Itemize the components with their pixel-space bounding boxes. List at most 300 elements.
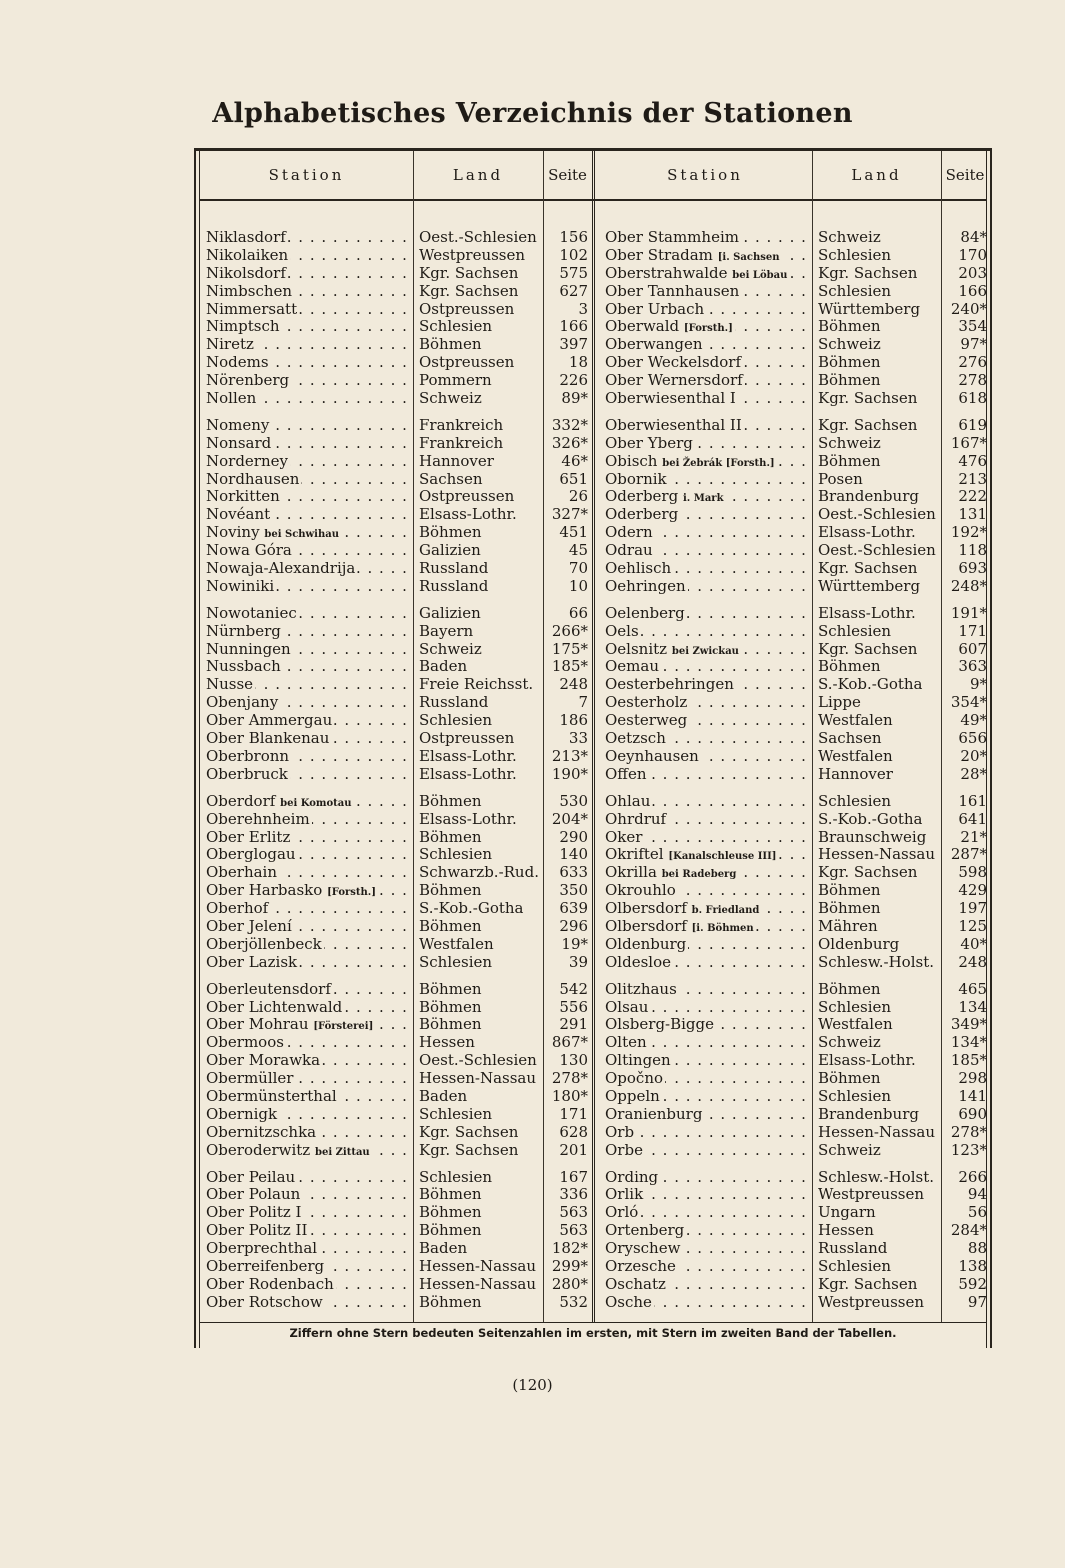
table-row [206,811,588,829]
land-cell: Böhmen [419,792,482,810]
page-cell: 278* [551,1069,588,1088]
page-cell: 89* [561,389,588,408]
page-cell: 166 [559,317,588,336]
station-cell [605,390,805,408]
table-row [605,390,987,408]
table-row [605,229,987,247]
page-cell: 690 [958,1104,987,1123]
station-name: Odern [605,524,653,542]
station-name: Novéant [206,506,271,524]
page-cell: 161 [958,791,987,810]
station-cell [605,730,805,748]
page-cell: 542 [559,979,588,998]
table-row [206,390,588,408]
land-cell: Frankreich [419,434,504,452]
station-qualifier: [Försterei] [313,1021,374,1033]
station-name: Nollen [206,390,257,408]
station-cell [206,864,406,882]
station-list-right [605,229,987,1312]
station-cell [605,748,805,766]
table-row [605,811,987,829]
page-cell: 26 [568,487,588,506]
station-cell [605,417,805,435]
station-cell [605,658,805,676]
land-cell: Russland [419,560,489,578]
table-row [206,229,588,247]
table-row [605,1016,987,1034]
header-station-right: Station [667,166,743,184]
station-cell [206,1276,406,1294]
land-cell: Hessen-Nassau [419,1275,537,1293]
station-cell [605,954,805,972]
page-cell: 563 [559,1221,588,1240]
page-cell: 641 [958,809,987,828]
table-row [206,1070,588,1088]
station-name: Ober Peilau [206,1168,296,1186]
station-name: Ober Erlitz [206,828,291,846]
table-row [605,864,987,882]
table-row [206,918,588,936]
table-row [605,1276,987,1294]
page-cell: 240* [950,299,987,318]
station-name: Ober Ammergau [206,712,333,730]
page-cell: 19* [561,934,588,953]
table-row [206,1222,588,1240]
land-cell: Westfalen [818,712,893,730]
page-cell: 190* [551,764,588,783]
land-cell: Kgr. Sachsen [818,416,918,434]
land-cell: Brandenburg [818,1105,919,1123]
land-cell: Ostpreussen [419,354,515,372]
table-row [206,766,588,784]
page-cell: 354* [950,693,987,712]
station-cell [605,578,805,596]
station-cell [206,488,406,506]
table-row [206,283,588,301]
station-cell [605,712,805,730]
land-cell: Hessen-Nassau [818,1123,936,1141]
station-cell [206,641,406,659]
station-name: Niretz [206,336,254,354]
land-cell: Böhmen [818,900,881,918]
land-cell: Schlesien [419,846,493,864]
station-cell [605,999,805,1017]
station-name: Oltingen [605,1052,671,1070]
station-name: Nürnberg [206,622,281,640]
table-row [206,435,588,453]
land-cell: Westfalen [818,1016,893,1034]
land-cell: Kgr. Sachsen [818,1275,918,1293]
land-cell: Sachsen [818,730,882,748]
table-row [206,1294,588,1312]
page-cell: 33 [568,729,588,748]
page-cell: 45 [568,541,588,560]
page-cell: 532 [559,1292,588,1311]
group-gap [206,784,588,793]
station-qualifier: [i. Sachsen [717,251,780,263]
page-cell: 598 [958,863,987,882]
land-cell: Schweiz [818,1141,881,1159]
land-cell: Böhmen [419,998,482,1016]
table-row [206,981,588,999]
footer-rule [200,1322,986,1323]
station-cell [206,623,406,641]
station-name: Orzesche [605,1257,676,1275]
station-cell [605,793,805,811]
table-row [605,936,987,954]
station-name: Obernitzschka [206,1123,317,1141]
station-name: Oderberg i. Mark [605,488,724,506]
station-name: Oberleutensdorf [206,980,331,998]
land-cell: Kgr. Sachsen [419,1123,519,1141]
table-row [206,542,588,560]
station-name: Ober Harbasko [Forsth.] [206,882,377,900]
table-row [605,506,987,524]
table-row [206,417,588,435]
station-cell [206,1034,406,1052]
land-cell: Hessen-Nassau [419,1257,537,1275]
station-name: Oelsnitz bei Zwickau [605,640,739,658]
station-name: Oberwiesenthal I [605,390,736,408]
table-row [605,730,987,748]
land-cell: Böhmen [419,1293,482,1311]
station-name: Oemau [605,658,660,676]
station-name: Nörenberg [206,372,290,390]
station-cell [605,1276,805,1294]
page-cell: 118 [958,541,987,560]
table-row [605,1204,987,1222]
page-cell: 102 [559,245,588,264]
page-cell: 3 [578,299,588,318]
table-row [605,336,987,354]
page-cell: 66 [568,603,588,622]
station-cell [605,372,805,390]
station-name: Nowa Góra [206,542,292,560]
station-cell [206,506,406,524]
table-row [206,301,588,319]
page-cell: 451 [559,523,588,542]
station-cell [605,1240,805,1258]
station-cell [605,1169,805,1187]
station-qualifier: bei Komotau [280,797,352,809]
land-cell: Kgr. Sachsen [419,1141,519,1159]
land-cell: Braunschweig [818,828,927,846]
station-cell [605,1052,805,1070]
page-cell: 627 [559,281,588,300]
station-name: Orb [605,1123,635,1141]
station-cell [206,1258,406,1276]
page-cell: 97* [960,335,987,354]
station-cell [206,390,406,408]
station-name: Nodems [206,354,269,372]
page-cell: 156 [559,228,588,246]
station-cell [605,1294,805,1312]
station-name: Osche [605,1293,652,1311]
station-cell [605,336,805,354]
table-row [206,488,588,506]
table-row [605,1294,987,1312]
station-name: Oehringen [605,577,686,595]
station-cell [206,918,406,936]
station-qualifier: [Forsth.] [683,323,733,335]
station-cell [206,542,406,560]
table-row [206,247,588,265]
page-cell: 171 [958,621,987,640]
station-cell [605,229,805,247]
page-cell: 204* [551,809,588,828]
table-row [206,524,588,542]
page-cell: 349* [950,1015,987,1034]
page-cell: 167 [559,1167,588,1186]
station-name: Ording [605,1168,659,1186]
land-cell: Schweiz [818,1034,881,1052]
group-gap [605,408,987,417]
table-row [605,354,987,372]
station-name: Olbersdorf b. Friedland [605,900,760,918]
station-cell [605,301,805,319]
page-cell: 49* [960,711,987,730]
station-qualifier: [Kanalschleuse III] [668,851,777,863]
land-cell: Schlesien [818,792,892,810]
station-cell [605,1106,805,1124]
station-cell [206,846,406,864]
land-cell: Ungarn [818,1204,876,1222]
table-row [605,372,987,390]
table-row [206,1034,588,1052]
table-row [605,578,987,596]
station-cell [206,954,406,972]
station-name: Oberwangen [605,336,703,354]
land-cell: Böhmen [818,1070,881,1088]
land-cell: Württemberg [818,577,921,595]
table-row [605,318,987,336]
station-name: Nussbach [206,658,281,676]
station-name: Orló [605,1204,639,1222]
land-cell: Baden [419,1087,468,1105]
station-cell [206,1222,406,1240]
station-cell [206,1142,406,1162]
land-cell: Russland [419,694,489,712]
station-name: Obermünsterthal [206,1087,337,1105]
page-cell: 278 [958,371,987,390]
table-row [206,1276,588,1294]
land-cell: Galizien [419,542,481,560]
station-name: Ober Jelení [206,917,292,935]
page-cell: 88 [967,1239,987,1258]
land-cell: Oldenburg [818,935,900,953]
land-cell: Kgr. Sachsen [818,640,918,658]
page-cell: 203 [958,263,987,282]
land-cell: Russland [818,1240,888,1258]
header-land-right: Land [851,166,902,184]
land-cell: Elsass-Lothr. [419,506,517,524]
table-row [206,1052,588,1070]
station-qualifier: [Forsth.] [327,887,377,899]
station-name: Oldesloe [605,953,671,971]
table-row [605,1142,987,1160]
station-cell [605,1034,805,1052]
table-row [206,1142,588,1160]
page-cell: 429 [958,881,987,900]
station-name: Oetzsch [605,730,666,748]
station-name: Ober Lazisk [206,953,298,971]
table-row [206,936,588,954]
page-cell: 166 [958,281,987,300]
land-cell: Schlesien [419,1105,493,1123]
station-cell [605,560,805,578]
land-cell: Böhmen [419,1186,482,1204]
header-seite-left: Seite [548,166,587,184]
station-name: Obernigk [206,1105,278,1123]
page-cell: 575 [559,263,588,282]
station-name: Ober Politz II [206,1222,308,1240]
page-cell: 336 [559,1185,588,1204]
station-cell [605,1222,805,1240]
page-cell: 327* [551,505,588,524]
page-cell: 354 [958,317,987,336]
page-cell: 276 [958,353,987,372]
station-cell [206,712,406,730]
table-row [605,1222,987,1240]
page-cell: 656 [958,729,987,748]
table-row [605,1124,987,1142]
station-cell [605,524,805,542]
station-name: Oldenburg [605,935,687,953]
page-cell: 9* [969,675,987,694]
page-cell: 134 [958,997,987,1016]
station-cell [206,999,406,1017]
table-row [605,1052,987,1070]
station-name: Ober Morawka [206,1052,321,1070]
station-cell [206,1186,406,1204]
station-cell [605,506,805,524]
page-cell: 46* [561,451,588,470]
table-row [206,1016,588,1034]
station-name: Oels [605,622,639,640]
station-cell [206,766,406,784]
page-cell: 867* [551,1033,588,1052]
station-cell [206,1294,406,1312]
land-cell: Posen [818,470,863,488]
station-cell [605,936,805,954]
center-divider [592,151,595,1322]
page-cell: 131 [958,505,987,524]
land-cell: Böhmen [818,980,881,998]
land-cell: Böhmen [818,452,881,470]
land-cell: Ostpreussen [419,730,515,748]
table-row [605,1034,987,1052]
table-row [605,1070,987,1088]
table-row [605,918,987,936]
table-row [605,658,987,676]
station-name: Opočno [605,1070,664,1088]
land-cell: Schlesien [419,318,493,336]
station-cell [206,283,406,301]
land-cell: Württemberg [818,300,921,318]
station-name: Oberhain [206,864,278,882]
station-name: Odrau [605,542,653,560]
land-cell: Böhmen [419,882,482,900]
page-cell: 465 [958,979,987,998]
station-cell [206,900,406,918]
station-name: Oberjöllenbeck [206,935,322,953]
table-row [605,641,987,659]
table-row [605,793,987,811]
land-cell: Böhmen [419,336,482,354]
land-cell: Schlesw.-Holst. [818,1168,935,1186]
page-cell: 10 [568,576,588,595]
station-cell [206,605,406,623]
land-cell: Böhmen [818,318,881,336]
land-cell: Elsass-Lothr. [419,747,517,765]
land-cell: Westpreussen [818,1186,925,1204]
page-cell: 476 [958,451,987,470]
page-cell: 296 [559,916,588,935]
station-cell [605,1186,805,1204]
page-cell: 213* [551,746,588,765]
station-cell [206,748,406,766]
page-cell: 134* [950,1033,987,1052]
land-cell: Lippe [818,694,861,712]
table-row [605,882,987,900]
station-qualifier: bei Radeberg [661,869,737,881]
station-cell [206,981,406,999]
station-name: Ober Weckelsdorf [605,354,742,372]
station-name: Olsau [605,998,649,1016]
station-name: Oranienburg [605,1105,703,1123]
station-cell [605,766,805,784]
land-cell: Schlesien [419,953,493,971]
table-row [206,354,588,372]
station-cell [206,694,406,712]
page-cell: 363 [958,657,987,676]
station-qualifier: [i. Böhmen [691,922,754,934]
station-name: Ober Rodenbach [206,1275,334,1293]
station-cell [605,435,805,453]
page-cell: 248* [950,576,987,595]
page-cell: 186 [559,711,588,730]
table-row [206,793,588,811]
land-cell: Baden [419,1240,468,1258]
page-cell: 563 [559,1203,588,1222]
table-row [206,748,588,766]
land-cell: Elsass-Lothr. [419,765,517,783]
group-gap [206,596,588,605]
station-cell [206,936,406,954]
land-cell: Elsass-Lothr. [419,810,517,828]
station-name: Ober Tannhausen [605,282,740,300]
station-name: Oberdorf bei Komotau [206,792,352,810]
land-cell: Kgr. Sachsen [419,282,519,300]
land-cell: Schweiz [818,434,881,452]
station-name: Ober Lichtenwald [206,998,343,1016]
station-name: Nomeny [206,416,270,434]
land-cell: Hessen-Nassau [818,846,936,864]
station-name: Noviny bei Schwihau [206,524,339,542]
table-row [605,605,987,623]
header-station-left: Station [268,166,345,184]
table-row [206,694,588,712]
land-cell: Böhmen [419,1222,482,1240]
station-name: Ober Blankenau [206,730,330,748]
station-name: Oppeln [605,1087,660,1105]
land-cell: Kgr. Sachsen [818,390,918,408]
station-cell [206,301,406,319]
station-cell [206,1204,406,1222]
station-cell [206,658,406,676]
station-name: Ober Polaun [206,1186,301,1204]
page-cell: 651 [559,469,588,488]
